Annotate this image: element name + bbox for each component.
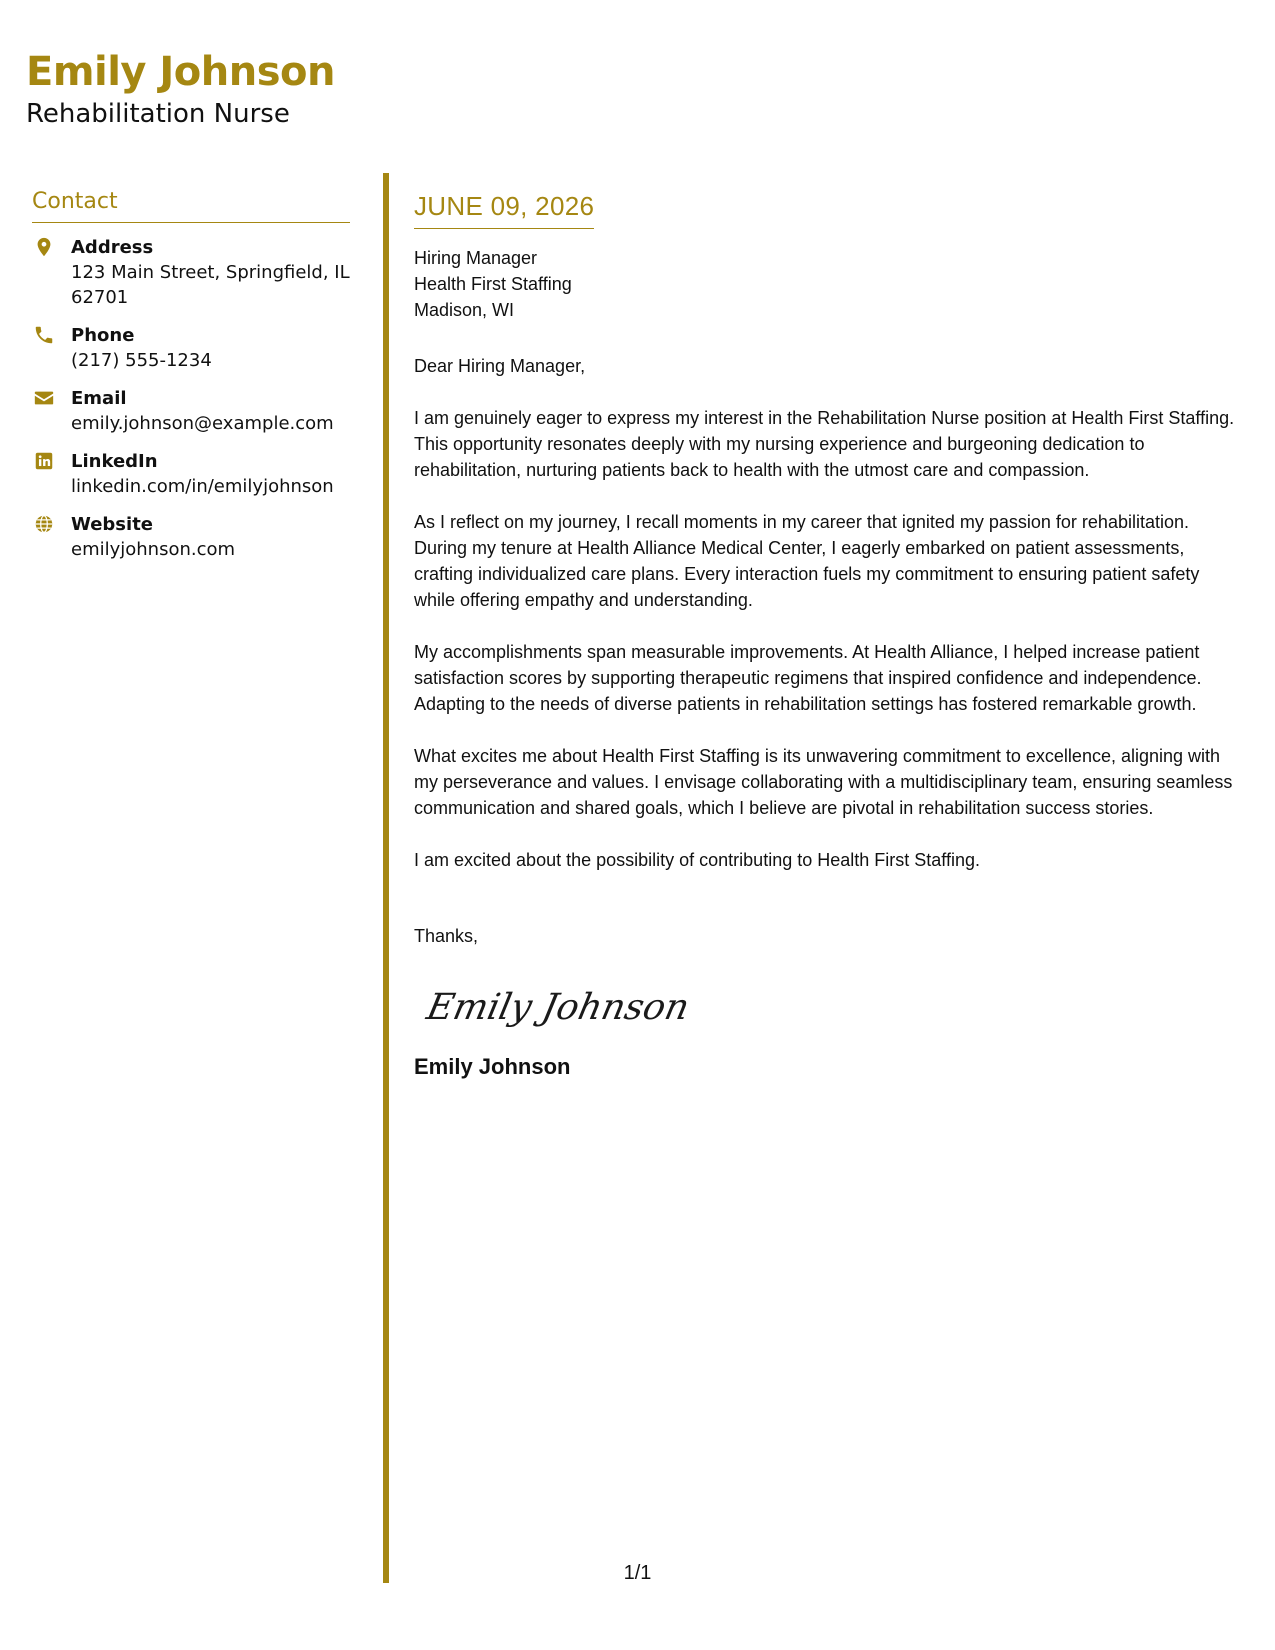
contact-phone [32,323,350,373]
greeting: Dear Hiring Manager, [414,356,586,376]
map-pin-icon [33,236,55,258]
contact-label: Address [71,237,154,258]
contact-value: emily.johnson@example.com [71,413,334,434]
contact-heading: Contact [32,188,350,223]
contact-label: LinkedIn [71,451,158,472]
contact-address [32,235,350,310]
envelope-icon [33,387,55,409]
contact-label: Email [71,388,127,409]
contact-linkedin [32,449,350,499]
letter-date: JUNE 09, 2026 [414,191,595,221]
signer-name: Emily Johnson [414,1054,571,1079]
body-paragraph: My accomplishments span measurable improvements. At Health Alliance, I helped increase patient satisfaction scores by supporting therapeutic regimens that inspired confidence and independence. Adapting to the needs of diverse patients in rehabilitation settings has fostered remarkable growth. [414,642,1202,714]
contact-website [32,512,350,562]
handwritten-signature [423,977,1244,1035]
linkedin-icon [33,450,55,472]
recipient-name: Hiring Manager [414,248,538,268]
contact-value: (217) 555-1234 [71,350,212,371]
date-block [414,190,594,229]
letter-header [26,48,335,130]
contact-email [32,386,350,436]
letter-body [414,190,1244,1081]
contact-value: 123 Main Street, Springfield, IL 62701 [71,262,350,308]
contact-label: Phone [71,325,135,346]
body-paragraph: I am genuinely eager to express my interest in the Rehabilitation Nurse position at Health First Staffing. This opportunity resonates deeply with my nursing experience and burgeoning dedication to rehabilitation, nurturing patients back to health with the utmost care and compassion. [414,408,1235,480]
vertical-divider [383,173,389,1583]
contact-value: emilyjohnson.com [71,539,236,560]
phone-icon [33,324,55,346]
contact-label: Website [71,514,154,535]
recipient-block [414,245,1244,323]
contact-value: linkedin.com/in/emilyjohnson [71,476,334,497]
recipient-company: Health First Staffing [414,274,572,294]
globe-icon [33,513,55,535]
job-title: Rehabilitation Nurse [26,99,290,129]
body-paragraph: I am excited about the possibility of contributing to Health First Staffing. [414,850,980,870]
page-number: 1/1 [623,1562,652,1584]
recipient-location: Madison, WI [414,300,515,320]
contact-sidebar [32,188,350,575]
applicant-name: Emily Johnson [26,49,336,95]
signature-script: Emily Johnson [423,985,694,1028]
closing: Thanks, [414,926,479,946]
body-paragraph: What excites me about Health First Staffing is its unwavering commitment to excellence, aligning with my perseverance and values. I envisage collaborating with a multidisciplinary team, ensuring seamless communication and shared goals, which I believe are pivotal in rehabilitation success stories. [414,746,1233,818]
body-paragraph: As I reflect on my journey, I recall moments in my career that ignited my passion for rehabilitation. During my tenure at Health Alliance Medical Center, I eagerly embarked on patient assessments, crafting individualized care plans. Every interaction fuels my commitment to ensuring patient safety while offering empathy and understanding. [414,512,1200,610]
